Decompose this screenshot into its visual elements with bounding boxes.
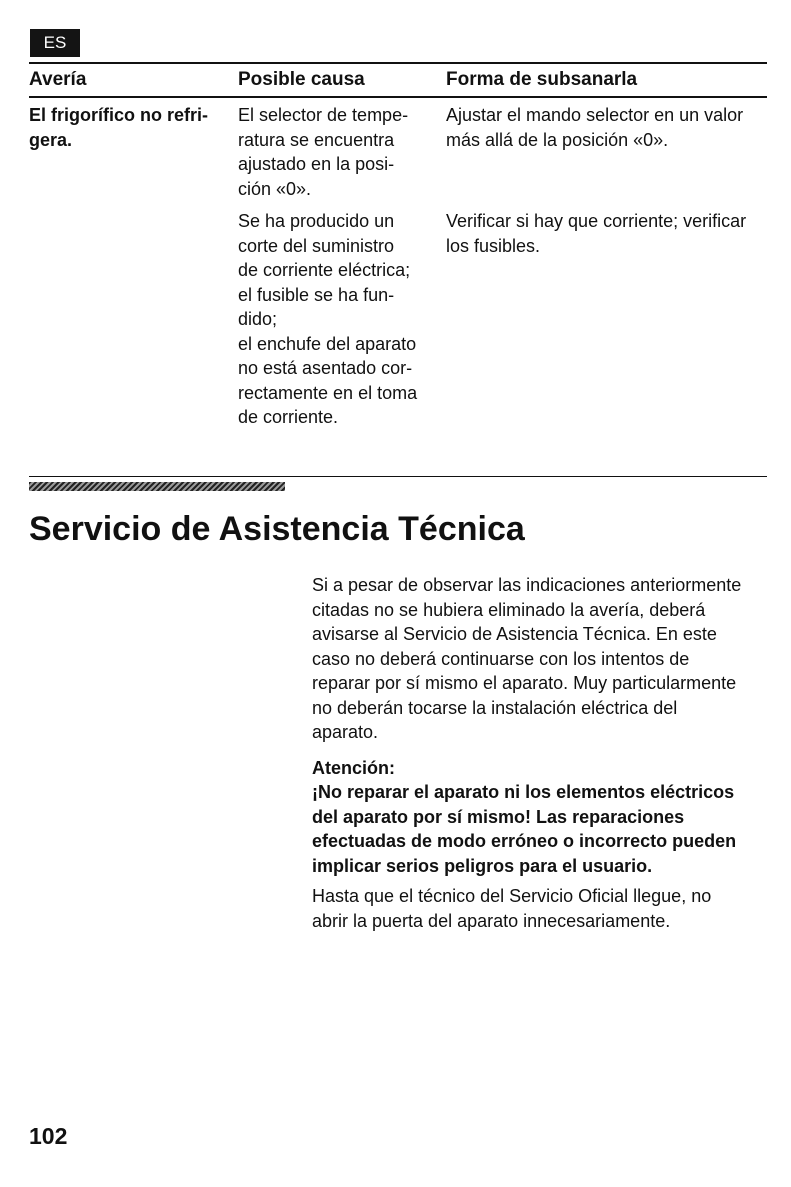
cause-line: ción «0». (238, 178, 312, 199)
warning-paragraph (312, 780, 767, 878)
warning-line: ¡No reparar el aparato ni los elementos eléctricos (312, 782, 735, 802)
closing-paragraph (312, 884, 767, 933)
closing-line: Hasta que el técnico del Servicio Oficial llegue, no (312, 886, 712, 906)
cause-line: ratura se encuentra (238, 129, 395, 150)
remedy-line: más allá de la posición «0». (446, 129, 669, 150)
cause-line: de corriente. (238, 407, 339, 427)
cause-line: El selector de tempe- (238, 105, 409, 125)
cause-line: dido; (238, 309, 278, 329)
warning-line: efectuadas de modo erróneo o incorrecto pueden (312, 831, 737, 851)
table-header-cause: Posible causa (238, 69, 365, 90)
table-header-remedy: Forma de subsanarla (446, 69, 638, 90)
fault-line: El frigorífico no refri- (29, 105, 209, 125)
cause-line: Se ha producido un (238, 211, 395, 231)
remedy-cell (446, 209, 771, 258)
cause-line: el fusible se ha fun- (238, 284, 395, 305)
intro-line: Si a pesar de observar las indicaciones anteriormente (312, 575, 742, 595)
fault-cell (29, 103, 229, 152)
intro-line: no deberán tocarse la instalación eléctrica del (312, 697, 678, 718)
fault-line: gera. (29, 129, 73, 150)
cause-line: el enchufe del aparato (238, 333, 417, 354)
section-title: Servicio de Asistencia Técnica (29, 510, 525, 548)
remedy-cell (446, 103, 771, 152)
intro-line: citadas no se hubiera eliminado la avería, deberá (312, 599, 706, 620)
remedy-line: Ajustar el mando selector en un valor (446, 105, 744, 125)
table-top-rule (29, 62, 767, 64)
warning-heading: Atención: (312, 758, 395, 778)
page-number: 102 (29, 1123, 68, 1149)
remedy-line: los fusibles. (446, 235, 541, 256)
table-header-fault: Avería (29, 69, 87, 90)
cause-cell (238, 209, 438, 430)
intro-line: caso no deberá continuarse con los intentos de (312, 648, 690, 669)
intro-paragraph (312, 573, 767, 745)
section-hatch-bar (29, 482, 285, 491)
cause-line: ajustado en la posi- (238, 154, 395, 174)
closing-line: abrir la puerta del aparato innecesariamente. (312, 910, 671, 931)
language-badge: ES (30, 29, 80, 57)
cause-cell (238, 103, 430, 201)
cause-line: de corriente eléctrica; (238, 260, 411, 280)
warning-line: del aparato por sí mismo! Las reparaciones (312, 806, 685, 827)
remedy-line: Verificar si hay que corriente; verificar (446, 211, 747, 231)
cause-line: rectamente en el toma (238, 382, 418, 403)
intro-line: avisarse al Servicio de Asistencia Técnica. En este (312, 624, 717, 644)
intro-line: aparato. (312, 722, 379, 742)
cause-line: corte del suministro (238, 235, 395, 256)
intro-line: reparar por sí mismo el aparato. Muy particularmente (312, 673, 737, 693)
table-header-rule (29, 96, 767, 98)
warning-line: implicar serios peligros para el usuario. (312, 855, 653, 876)
cause-line: no está asentado cor- (238, 358, 413, 378)
section-divider (29, 476, 767, 477)
